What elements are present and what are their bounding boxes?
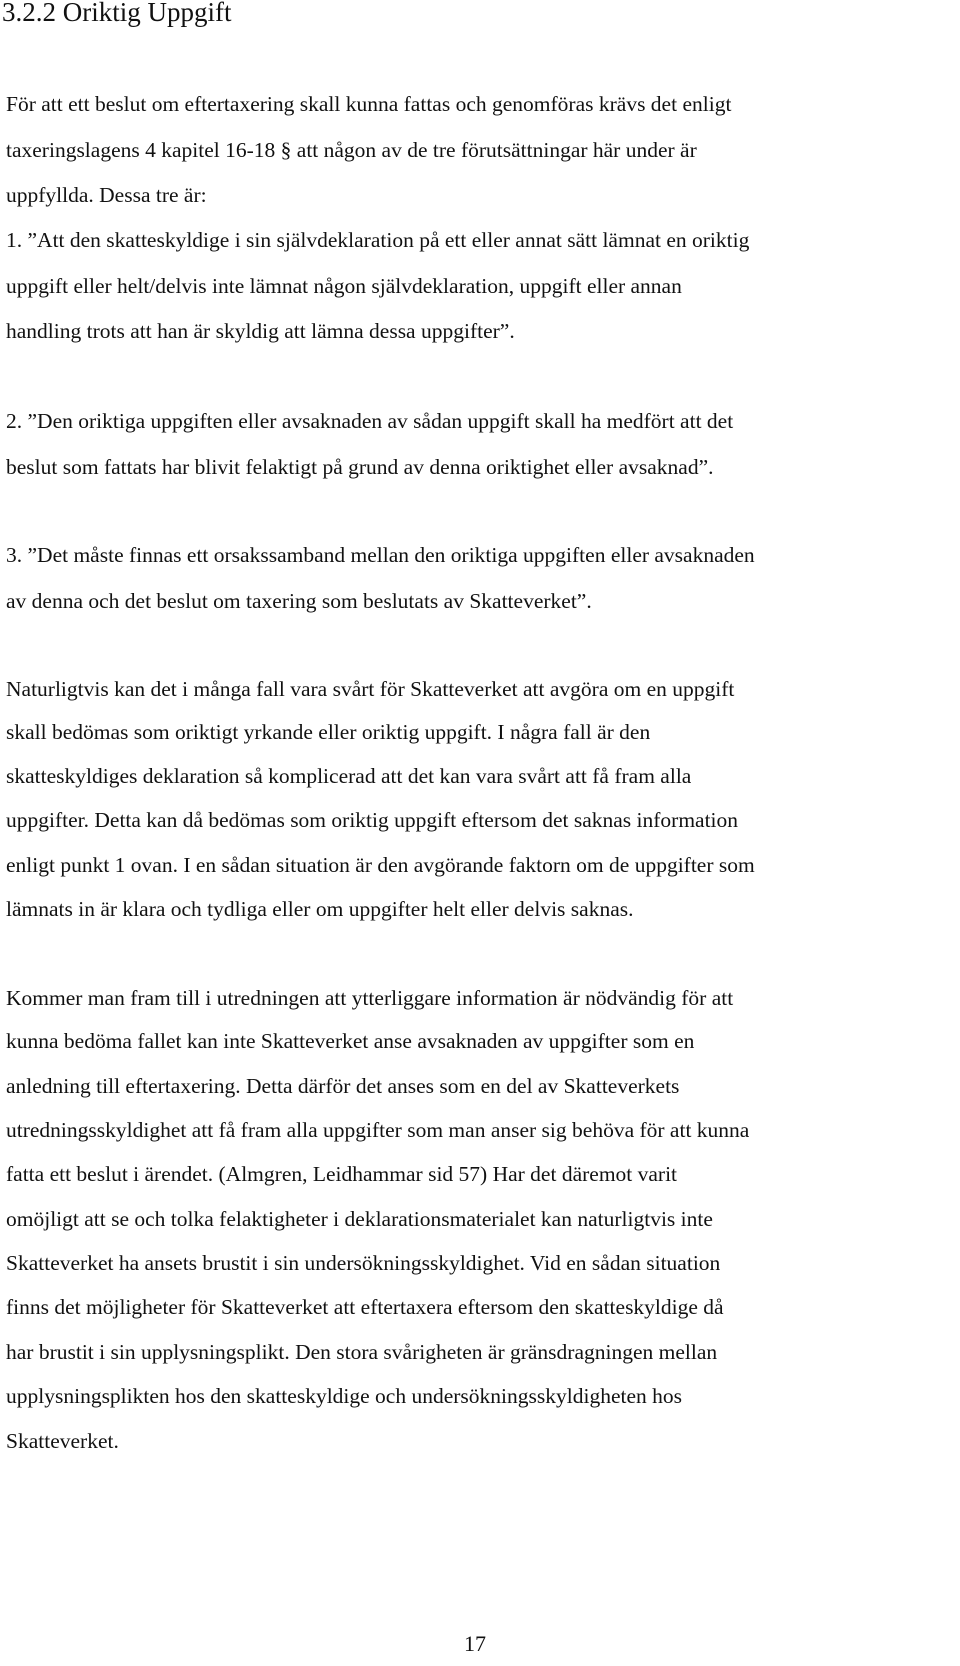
- text-line: 3. ”Det måste finnas ett orsakssamband mellan den oriktiga uppgiften eller avsaknaden: [6, 543, 755, 567]
- section-heading: 3.2.2 Oriktig Uppgift: [2, 0, 232, 27]
- text-line: fatta ett beslut i ärendet. (Almgren, Leidhammar sid 57) Har det däremot varit: [6, 1162, 678, 1186]
- text-line: uppgift eller helt/delvis inte lämnat någon självdeklaration, uppgift eller annan: [6, 274, 682, 298]
- page-number: 17: [464, 1631, 486, 1656]
- text-line: omöjligt att se och tolka felaktigheter i deklarationsmaterialet kan naturligtvis inte: [6, 1207, 713, 1231]
- text-line: skall bedömas som oriktigt yrkande eller oriktig uppgift. I några fall är den: [6, 720, 651, 744]
- text-line: För att ett beslut om eftertaxering skall kunna fattas och genomföras krävs det enligt: [6, 92, 732, 116]
- text-line: lämnats in är klara och tydliga eller om uppgifter helt eller delvis saknas.: [6, 897, 634, 921]
- text-line: Skatteverket.: [6, 1429, 119, 1453]
- text-line: har brustit i sin upplysningsplikt. Den stora svårigheten är gränsdragningen mellan: [6, 1340, 718, 1364]
- text-line: Naturligtvis kan det i många fall vara svårt för Skatteverket att avgöra om en uppgift: [6, 677, 735, 701]
- text-line: Kommer man fram till i utredningen att ytterliggare information är nödvändig för att: [6, 986, 734, 1010]
- text-line: uppgifter. Detta kan då bedömas som oriktig uppgift eftersom det saknas information: [6, 808, 739, 832]
- text-line: av denna och det beslut om taxering som beslutats av Skatteverket”.: [6, 589, 592, 613]
- text-line: Skatteverket ha ansets brustit i sin undersökningsskyldighet. Vid en sådan situation: [6, 1251, 721, 1275]
- text-line: upplysningsplikten hos den skatteskyldige och undersökningsskyldigheten hos: [6, 1384, 683, 1408]
- text-line: 2. ”Den oriktiga uppgiften eller avsaknaden av sådan uppgift skall ha medfört att det: [6, 409, 734, 433]
- text-line: anledning till eftertaxering. Detta därför det anses som en del av Skatteverkets: [6, 1074, 680, 1098]
- text-line: utredningsskyldighet att få fram alla uppgifter som man anser sig behöva för att kunna: [6, 1118, 750, 1142]
- text-line: beslut som fattats har blivit felaktigt på grund av denna oriktighet eller avsaknad”.: [6, 455, 714, 479]
- text-line: uppfyllda. Dessa tre är:: [6, 183, 207, 207]
- text-line: enligt punkt 1 ovan. I en sådan situation är den avgörande faktorn om de uppgifter som: [6, 853, 755, 877]
- text-line: handling trots att han är skyldig att lämna dessa uppgifter”.: [6, 319, 515, 343]
- text-line: skatteskyldiges deklaration så komplicerad att det kan vara svårt att få fram alla: [6, 764, 692, 788]
- text-line: 1. ”Att den skatteskyldige i sin självdeklaration på ett eller annat sätt lämnat en oriktig: [6, 228, 750, 252]
- text-line: finns det möjligheter för Skatteverket att eftertaxera eftersom den skatteskyldige då: [6, 1295, 724, 1319]
- text-line: taxeringslagens 4 kapitel 16-18 § att någon av de tre förutsättningar här under är: [6, 138, 697, 162]
- text-line: kunna bedöma fallet kan inte Skatteverket anse avsaknaden av uppgifter som en: [6, 1029, 695, 1053]
